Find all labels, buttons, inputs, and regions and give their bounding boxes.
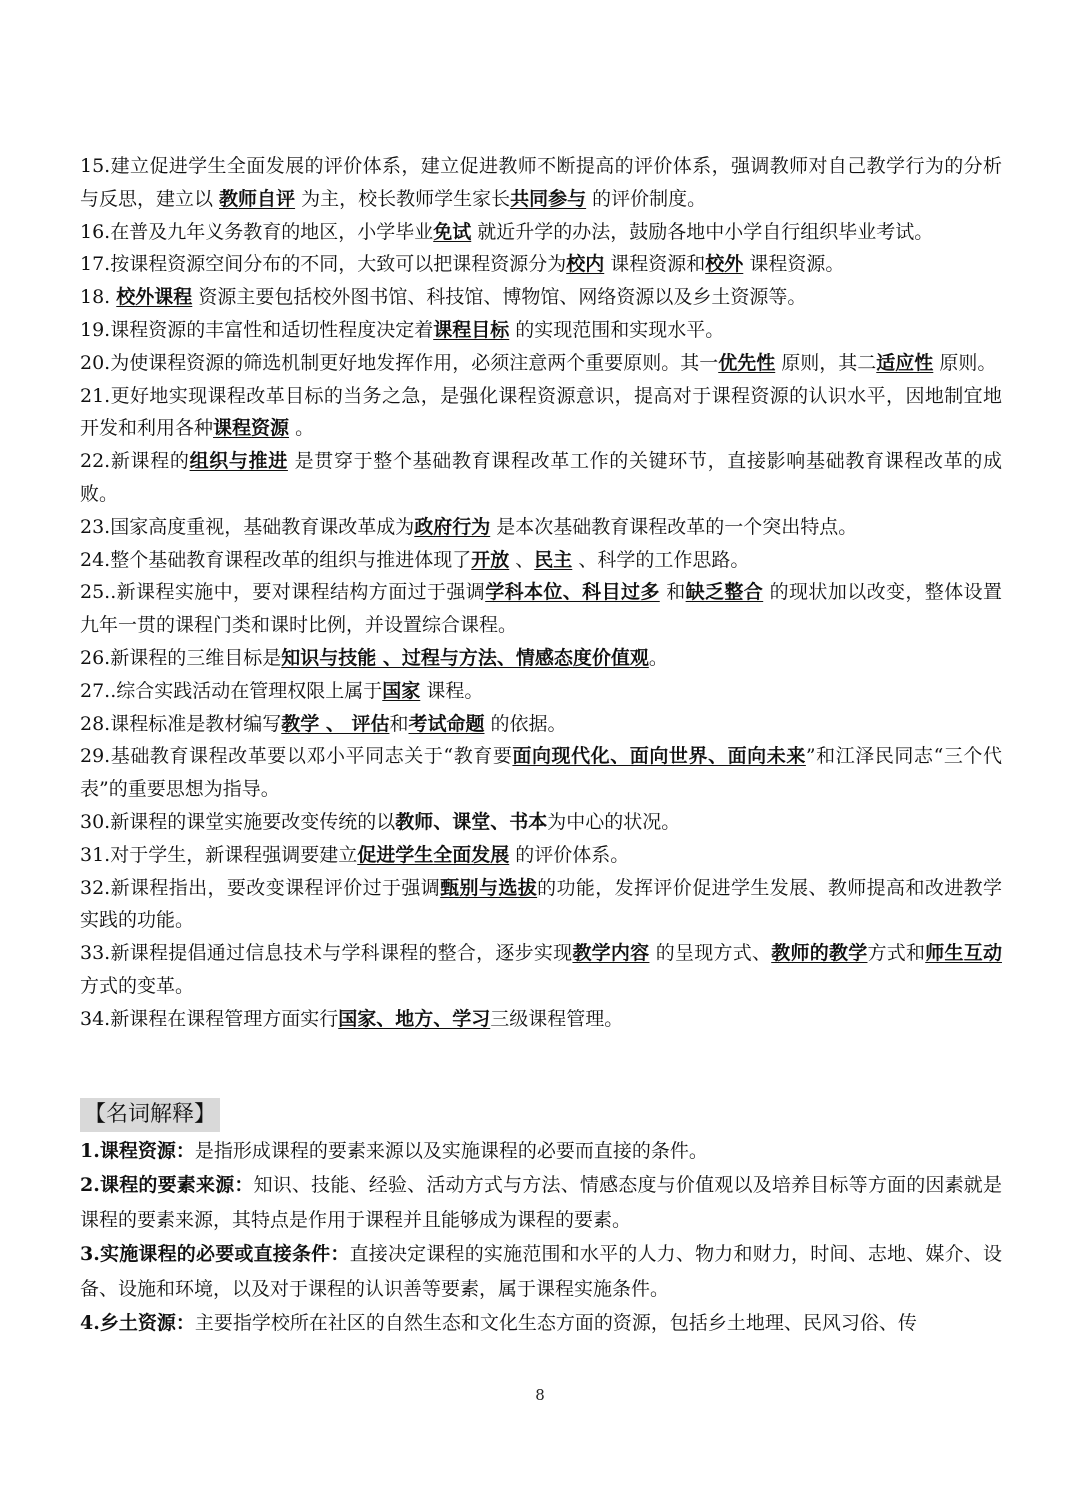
item-text: 、科学的工作思路。 bbox=[572, 548, 750, 571]
list-item bbox=[80, 347, 1002, 380]
item-text: 31.对于学生，新课程强调要建立 bbox=[80, 843, 358, 866]
item-text: 28.课程标准是教材编写 bbox=[80, 712, 282, 735]
item-text: 19.课程资源的丰富性和适切性程度决定着 bbox=[80, 318, 434, 341]
item-text: 20.为使课程资源的筛选机制更好地发挥作用，必须注意两个重要原则。其一 bbox=[80, 351, 719, 374]
list-item bbox=[80, 708, 1002, 741]
answer-blank: 课程资源 bbox=[213, 417, 290, 440]
answer-blank: 共同参与 bbox=[510, 187, 587, 210]
glossary-term: 4.乡土资源： bbox=[80, 1312, 195, 1335]
item-text: 。 bbox=[289, 417, 315, 440]
item-text: 就近升学的办法，鼓励各地中小学自行组织毕业考试。 bbox=[471, 220, 934, 243]
glossary-term: 2.课程的要素来源： bbox=[80, 1174, 254, 1197]
list-item bbox=[80, 642, 1002, 675]
list-item bbox=[80, 216, 1002, 249]
item-text: 23.国家高度重视，基础教育课改革成为 bbox=[80, 515, 415, 538]
glossary-heading: 【名词解释】 bbox=[80, 1098, 220, 1132]
item-text: 的功能，发挥评价促进学生发展、教师提高和改进教学实践的功能。 bbox=[80, 876, 1002, 932]
answer-blank: 学科本位、科目过多 bbox=[485, 581, 660, 604]
answer-blank: 甄别与选拔 bbox=[440, 876, 538, 899]
answer-blank: 缺乏整合 bbox=[685, 581, 764, 604]
list-item bbox=[80, 380, 1002, 446]
item-text: 的评价体系。 bbox=[509, 843, 630, 866]
list-item bbox=[80, 511, 1002, 544]
answer-blank: 教学内容 bbox=[572, 942, 650, 965]
glossary-text: 主要指学校所在社区的自然生态和文化生态方面的资源，包括乡土地理、民风习俗、传 bbox=[194, 1312, 917, 1335]
fill-in-list bbox=[80, 150, 1002, 1036]
item-text: 33.新课程提倡通过信息技术与学科课程的整合，逐步实现 bbox=[80, 942, 573, 965]
item-text: 22.新课程的 bbox=[80, 450, 190, 473]
item-text: 三级课程管理。 bbox=[490, 1007, 624, 1030]
answer-blank: 组织与推进 bbox=[189, 450, 288, 473]
item-text: 17.按课程资源空间分布的不同，大致可以把课程资源分为 bbox=[80, 253, 567, 276]
answer-blank: 优先性 bbox=[718, 351, 776, 374]
document-page bbox=[80, 150, 1002, 1341]
answer-bold: 教师、课堂、书本 bbox=[395, 810, 548, 833]
item-text: 的评价制度。 bbox=[586, 187, 707, 210]
page-number: 8 bbox=[535, 1386, 545, 1404]
answer-blank: 免试 bbox=[433, 220, 472, 243]
glossary-list bbox=[80, 1134, 1002, 1341]
answer-blank: 促进学生全面发展 bbox=[357, 843, 510, 866]
list-item bbox=[80, 839, 1002, 872]
item-text: 、 bbox=[509, 548, 535, 571]
answer-blank: 面向现代化、面向世界、面向未来 bbox=[512, 745, 806, 768]
list-item bbox=[80, 544, 1002, 577]
answer-blank: 校外课程 bbox=[116, 286, 193, 309]
glossary-text: 直接决定课程的实施范围和水平的人力、物力和财力，时间、志地、媒介、设备、设施和环境，以及对于课程的认识善等要素，属于课程实施条件。 bbox=[80, 1243, 1002, 1300]
glossary-section bbox=[80, 1036, 1002, 1341]
answer-blank: 教学 、 评估 bbox=[281, 712, 390, 735]
item-text: 和 bbox=[389, 712, 409, 735]
answer-blank: 教师的教学 bbox=[771, 942, 868, 965]
list-item bbox=[80, 150, 1002, 216]
item-text: 课程。 bbox=[420, 679, 484, 702]
list-item bbox=[80, 872, 1002, 938]
item-text: 是贯穿于整个基础教育课程改革工作的关键环节，直接影响基础教育课程改革的成败。 bbox=[80, 450, 1002, 505]
list-item bbox=[80, 937, 1002, 1003]
item-text: 课程资源和 bbox=[604, 253, 706, 276]
item-text: 26.新课程的三维目标是 bbox=[80, 646, 282, 669]
answer-blank: 校内 bbox=[566, 253, 605, 276]
item-text: 27..综合实践活动在管理权限上属于 bbox=[80, 679, 383, 702]
item-text: 18. bbox=[80, 286, 117, 309]
answer-blank: 课程目标 bbox=[433, 318, 510, 341]
item-text: 原则，其二 bbox=[775, 351, 877, 374]
item-text: 的现状加以改变，整体设置九年一贯的课程门类和课时比例，并设置综合课程。 bbox=[80, 581, 1002, 637]
item-text: 25..新课程实施中，要对课程结构方面过于强调 bbox=[80, 581, 486, 604]
list-item bbox=[80, 675, 1002, 708]
answer-blank: 考试命题 bbox=[408, 712, 485, 735]
item-text: 32.新课程指出，要改变课程评价过于强调 bbox=[80, 876, 441, 899]
item-text: 30.新课程的课堂实施要改变传统的以 bbox=[80, 810, 396, 833]
answer-blank: 政府行为 bbox=[414, 515, 491, 538]
glossary-entry bbox=[80, 1306, 1002, 1341]
item-text: 的依据。 bbox=[484, 712, 567, 735]
list-item bbox=[80, 445, 1002, 511]
glossary-text: 知识、技能、经验、活动方式与方法、情感态度与价值观以及培养目标等方面的因素就是课程的要素来源，其特点是作用于课程并且能够成为课程的要素。 bbox=[80, 1174, 1002, 1231]
glossary-term: 1.课程资源： bbox=[80, 1139, 195, 1162]
item-text: 的实现范围和实现水平。 bbox=[509, 318, 725, 341]
item-text: 为主，校长教师学生家长 bbox=[295, 187, 511, 210]
item-text: 课程资源。 bbox=[743, 253, 845, 276]
list-item bbox=[80, 314, 1002, 347]
glossary-entry bbox=[80, 1168, 1002, 1237]
glossary-entry bbox=[80, 1237, 1002, 1306]
item-text: 为中心的状况。 bbox=[547, 810, 681, 833]
item-text: 。 bbox=[648, 646, 668, 669]
item-text: ”和江泽民同志“三个代表”的重要思想为指导。 bbox=[80, 745, 1002, 801]
list-item bbox=[80, 281, 1002, 314]
item-text: 方式和 bbox=[867, 942, 926, 965]
item-text: 和 bbox=[659, 581, 686, 604]
glossary-entry bbox=[80, 1134, 1002, 1169]
answer-blank: 师生互动 bbox=[925, 942, 1002, 965]
answer-blank: 国家、地方、学习 bbox=[338, 1007, 491, 1030]
answer-blank: 适应性 bbox=[876, 351, 934, 374]
glossary-term: 3.实施课程的必要或直接条件： bbox=[80, 1243, 350, 1266]
item-text: 的呈现方式、 bbox=[649, 942, 772, 965]
item-text: 24.整个基础教育课程改革的组织与推进体现了 bbox=[80, 548, 472, 571]
glossary-text: 是指形成课程的要素来源以及实施课程的必要而直接的条件。 bbox=[194, 1139, 708, 1162]
list-item bbox=[80, 740, 1002, 806]
list-item bbox=[80, 1003, 1002, 1036]
answer-blank: 教师自评 bbox=[219, 187, 296, 210]
list-item bbox=[80, 248, 1002, 281]
item-text: 21.更好地实现课程改革目标的当务之急，是强化课程资源意识，提高对于课程资源的认识水平，因地制宜地开发和利用各种 bbox=[80, 384, 1002, 440]
item-text: 原则。 bbox=[933, 351, 997, 374]
item-text: 29.基础教育课程改革要以邓小平同志关于“教育要 bbox=[80, 745, 513, 768]
answer-blank: 知识与技能 、过程与方法、情感态度价值观 bbox=[281, 646, 649, 669]
answer-blank: 开放 bbox=[471, 548, 510, 571]
item-text: 是本次基础教育课程改革的一个突出特点。 bbox=[490, 515, 858, 538]
list-item bbox=[80, 806, 1002, 839]
item-text: 资源主要包括校外图书馆、科技馆、博物馆、网络资源以及乡土资源等。 bbox=[192, 286, 807, 309]
item-text: 方式的变革。 bbox=[80, 974, 195, 997]
item-text: 34.新课程在课程管理方面实行 bbox=[80, 1007, 339, 1030]
item-text: 16.在普及九年义务教育的地区，小学毕业 bbox=[80, 220, 434, 243]
item-text: 15.建立促进学生全面发展的评价体系，建立促进教师不断提高的评价体系，强调教师对自己教学行为的分析与反思，建立以 bbox=[80, 155, 1002, 210]
answer-blank: 校外 bbox=[705, 253, 744, 276]
answer-blank: 民主 bbox=[534, 548, 573, 571]
list-item bbox=[80, 576, 1002, 642]
answer-blank: 国家 bbox=[382, 679, 421, 702]
